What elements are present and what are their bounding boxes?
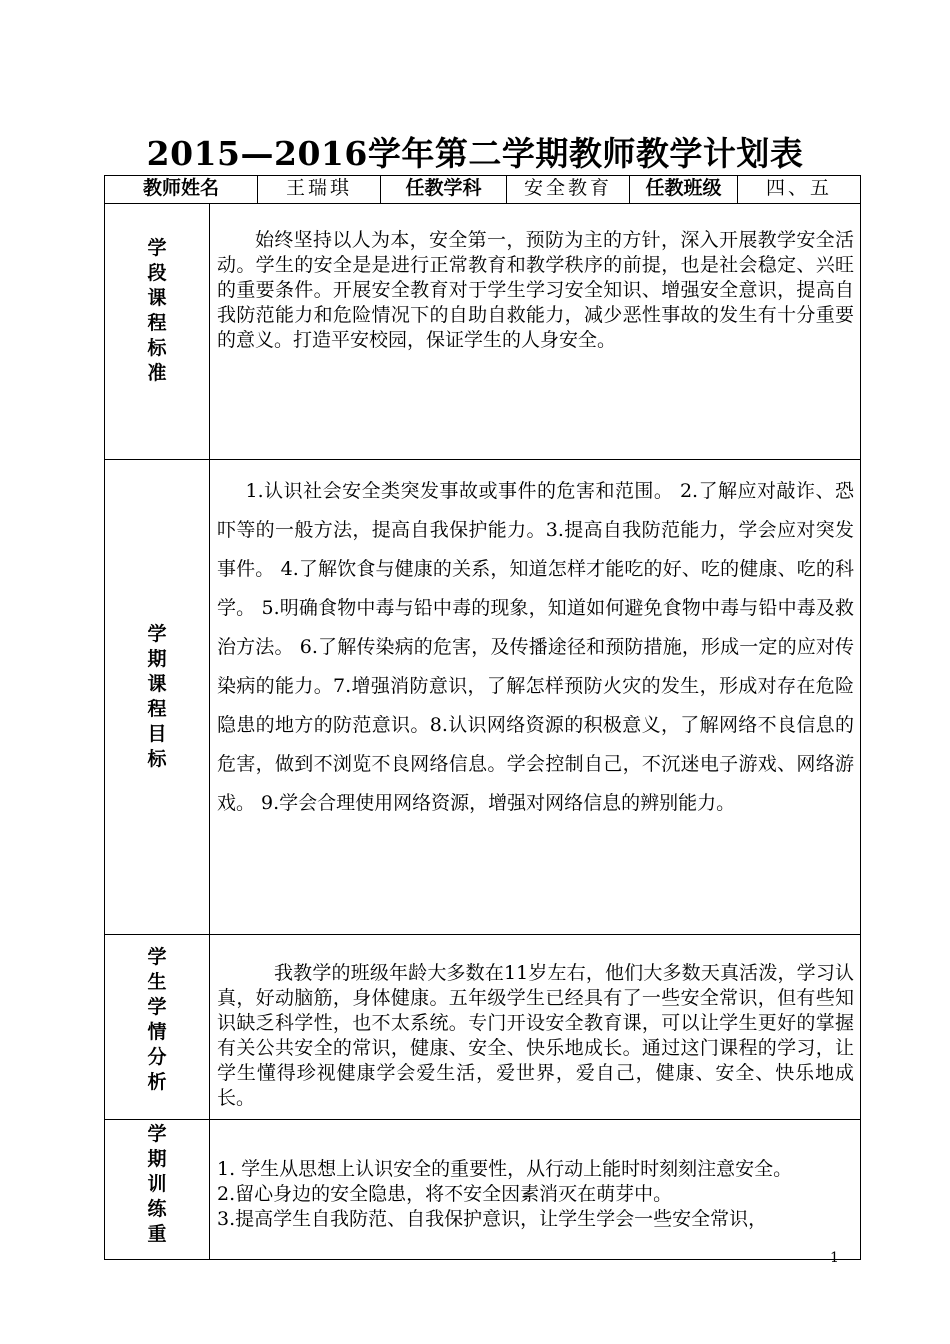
subject-value: 安全教育: [507, 176, 630, 204]
subject-label: 任教学科: [381, 176, 507, 204]
curriculum-standard-label: 学段课程标准: [147, 237, 167, 384]
training-focus-item: 2.留心身边的安全隐患，将不安全因素消灭在萌芽中。: [217, 1183, 673, 1205]
teaching-plan-table: [104, 175, 861, 1260]
page-number: 1: [830, 1250, 839, 1266]
training-focus-content-cell: [210, 1120, 861, 1260]
training-focus-item: 1. 学生从思想上认识安全的重要性，从行动上能时时刻刻注意安全。: [217, 1158, 793, 1180]
training-focus-list: [210, 1120, 860, 1232]
teacher-name-value: 王瑞琪: [258, 176, 381, 204]
semester-goals-text: 1.认识社会安全类突发事故或事件的危害和范围。 2.了解应对敲诈、恐吓等的一般方法，提高自我保护能力。3.提高自我防范能力，学会应对突发事件。 4.了解饮食与健康的关系，知道怎样才能吃的好、吃的健康、吃的科学。 5.明确食物中毒与铅中毒的现象，知道如何避免食物中毒与铅中毒及救治方法。 6.了解传染病的危害，及传播途径和预防措施，形成一定的应对传染病的能力。7.增强消防意识，了解怎样预防火灾的发生，形成对存在危险隐患的地方的防范意识。8.认识网络资源的积极意义，了解网络不良信息的危害，做到不浏览不良网络信息。学会控制自己，不沉迷电子游戏、网络游戏。 9.学会合理使用网络资源，增强对网络信息的辨别能力。: [217, 480, 855, 814]
semester-goals-row: [105, 460, 861, 935]
training-focus-label-cell: [105, 1120, 210, 1260]
training-focus-row: [105, 1120, 861, 1260]
student-analysis-label-cell: [105, 935, 210, 1120]
student-analysis-label: 学生学情分析: [147, 946, 167, 1093]
student-analysis-row: [105, 935, 861, 1120]
training-focus-label: 学期训练重: [147, 1123, 167, 1245]
semester-goals-label-cell: [105, 460, 210, 935]
curriculum-standard-row: [105, 204, 861, 460]
student-analysis-content-cell: [210, 935, 861, 1120]
student-analysis-text: 我教学的班级年龄大多数在11岁左右，他们大多数天真活泼，学习认真，好动脑筋，身体健康。五年级学生已经具有了一些安全常识，但有些知识缺乏科学性，也不太系统。专门开设安全教育课，可以让学生更好的掌握有关公共安全的常识，健康、安全、快乐地成长。通过这门课程的学习，让学生懂得珍视健康学会爱生活，爱世界，爱自己，健康、安全、快乐地成长。: [217, 962, 855, 1109]
header-row: [105, 176, 861, 204]
curriculum-standard-text: 始终坚持以人为本，安全第一，预防为主的方针，深入开展教学安全活动。学生的安全是是进行正常教育和教学秩序的前提，也是社会稳定、兴旺的重要条件。开展安全教育对于学生学习安全知识、增强安全意识，提高自我防范能力和危险情况下的自助自救能力，减少恶性事故的发生有十分重要的意义。打造平安校园，保证学生的人身安全。: [217, 229, 855, 351]
semester-goals-content-cell: [210, 460, 861, 935]
class-label: 任教班级: [630, 176, 738, 204]
curriculum-standard-content-cell: [210, 204, 861, 460]
training-focus-item: 3.提高学生自我防范、自我保护意识，让学生学会一些安全常识，: [217, 1208, 768, 1230]
teacher-name-label: 教师姓名: [105, 176, 258, 204]
class-value: 四、五: [738, 176, 861, 204]
semester-goals-label: 学期课程目标: [147, 623, 167, 770]
curriculum-standard-label-cell: [105, 204, 210, 460]
page-title: 2015—2016学年第二学期教师教学计划表: [146, 134, 804, 173]
